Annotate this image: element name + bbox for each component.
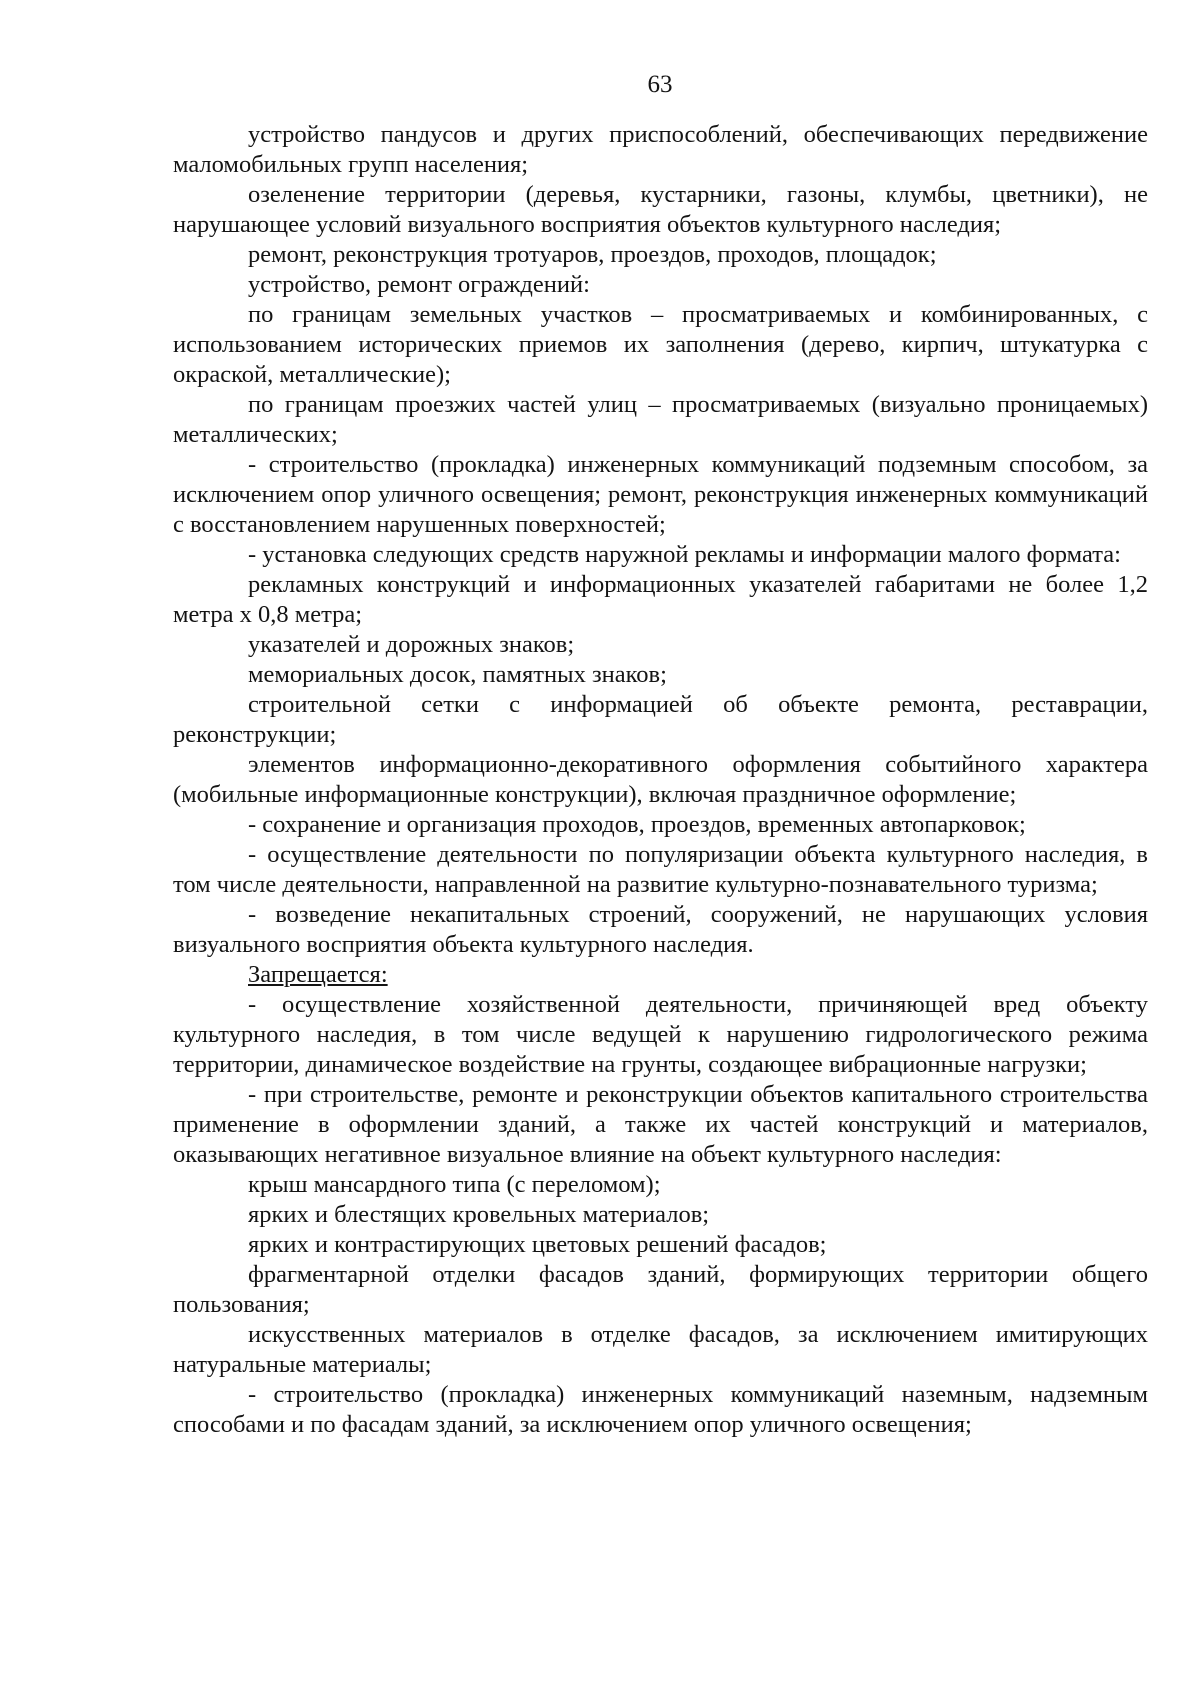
paragraph: - установка следующих средств наружной рекламы и информации малого формата: (248, 541, 1121, 568)
paragraph: устройство, ремонт ограждений: (248, 271, 590, 298)
page-number: 63 (647, 71, 673, 98)
paragraph: - возведение некапитальных строений, сооружений, не нарушающих условия визуального восприятия объекта культурного наследия. (173, 901, 1148, 958)
paragraph: фрагментарной отделки фасадов зданий, формирующих территории общего пользования; (173, 1261, 1148, 1318)
paragraph: мемориальных досок, памятных знаков; (248, 661, 667, 688)
paragraph: - сохранение и организация проходов, проездов, временных автопарковок; (248, 811, 1026, 838)
paragraph: - осуществление хозяйственной деятельности, причиняющей вред объекту культурного наследия, в том числе ведущей к нарушению гидрологического режима территории, динамическое воздействие на грунты, создающее вибрационные нагрузки; (173, 991, 1148, 1078)
paragraph: указателей и дорожных знаков; (248, 631, 575, 658)
paragraph: - строительство (прокладка) инженерных коммуникаций наземным, надземным способами и по фасадам зданий, за исключением опор уличного освещения; (173, 1381, 1148, 1438)
section-heading-text: Запрещается: (248, 961, 388, 988)
document-body (173, 120, 1148, 1440)
paragraph: - осуществление деятельности по популяризации объекта культурного наследия, в том числе деятельности, направленной на развитие культурно-познавательного туризма; (173, 841, 1148, 898)
paragraph: по границам земельных участков – просматриваемых и комбинированных, с использованием исторических приемов их заполнения (дерево, кирпич, штукатурка с окраской, металлические); (173, 301, 1148, 388)
paragraph: рекламных конструкций и информационных указателей габаритами не более 1,2 метра х 0,8 метра; (173, 571, 1148, 628)
paragraph: ярких и контрастирующих цветовых решений фасадов; (248, 1231, 827, 1258)
paragraph: ярких и блестящих кровельных материалов; (248, 1201, 710, 1228)
paragraph: элементов информационно-декоративного оформления событийного характера (мобильные информационные конструкции), включая праздничное оформление; (173, 751, 1148, 808)
paragraph: - строительство (прокладка) инженерных коммуникаций подземным способом, за исключением опор уличного освещения; ремонт, реконструкция инженерных коммуникаций с восстановлением нарушенных поверхностей; (173, 451, 1148, 538)
paragraph: устройство пандусов и других приспособлений, обеспечивающих передвижение маломобильных групп населения; (173, 121, 1148, 178)
paragraph: - при строительстве, ремонте и реконструкции объектов капитального строительства применение в оформлении зданий, а также их частей конструкций и материалов, оказывающих негативное визуальное влияние на объект культурного наследия: (173, 1081, 1148, 1168)
paragraph: ремонт, реконструкция тротуаров, проездов, проходов, площадок; (248, 241, 937, 268)
paragraph: искусственных материалов в отделке фасадов, за исключением имитирующих натуральные материалы; (173, 1321, 1148, 1378)
paragraph: крыш мансардного типа (с переломом); (248, 1171, 661, 1198)
section-heading-prohibited (173, 960, 1148, 990)
paragraph: по границам проезжих частей улиц – просматриваемых (визуально проницаемых) металлических; (173, 391, 1148, 448)
paragraph: строительной сетки с информацией об объекте ремонта, реставрации, реконструкции; (173, 691, 1148, 748)
paragraph: озеленение территории (деревья, кустарники, газоны, клумбы, цветники), не нарушающее условий визуального восприятия объектов культурного наследия; (173, 181, 1148, 238)
